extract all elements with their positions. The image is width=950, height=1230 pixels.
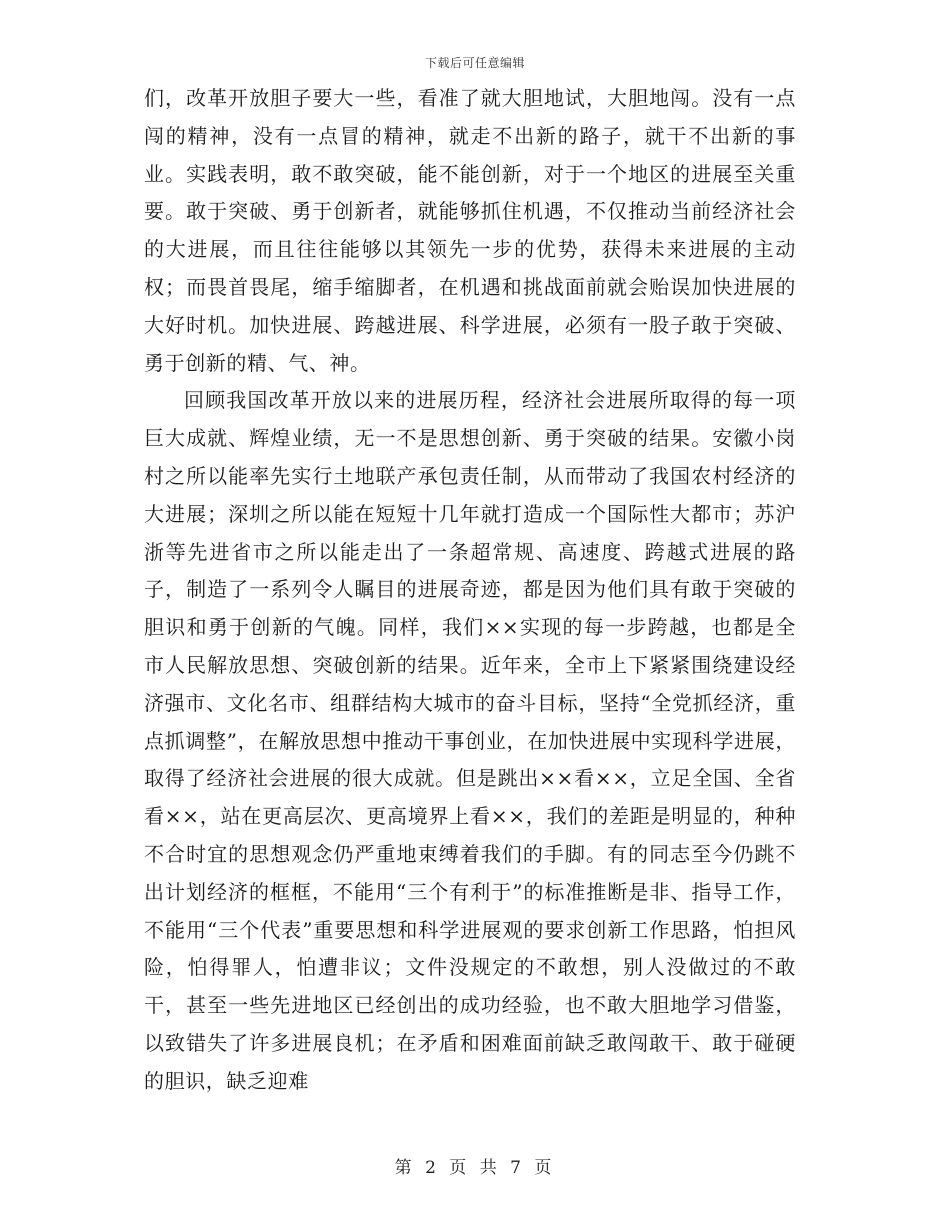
document-body	[144, 80, 796, 1101]
paragraph-continuation: 们，改革开放胆子要大一些，看准了就大胆地试，大胆地闯。没有一点闯的精神，没有一点冒的精神，就走不出新的路子，就干不出新的事业。实践表明，敢不敢突破，能不能创新，对于一个地区的进展至关重要。敢于突破、勇于创新者，就能够抓住机遇，不仅推动当前经济社会的大进展，而且往往能够以其领先一步的优势，获得未来进展的主动权；而畏首畏尾，缩手缩脚者，在机遇和挑战面前就会贻误加快进展的大好时机。加快进展、跨越进展、科学进展，必须有一股子敢于突破、勇于创新的精、气、神。	[144, 86, 796, 375]
paragraph: 回顾我国改革开放以来的进展历程，经济社会进展所取得的每一项巨大成就、辉煌业绩，无一不是思想创新、勇于突破的结果。安徽小岗村之所以能率先实行土地联产承包责任制，从而带动了我国农村经济的大进展；深圳之所以能在短短十几年就打造成一个国际性大都市；苏沪浙等先进省市之所以能走出了一条超常规、高速度、跨越式进展的路子，制造了一系列令人瞩目的进展奇迹，都是因为他们具有敢于突破的胆识和勇于创新的气魄。同样，我们××实现的每一步跨越，也都是全市人民解放思想、突破创新的结果。近年来，全市上下紧紧围绕建设经济强市、文化名市、组群结构大城市的奋斗目标，坚持“全党抓经济，重点抓调整”，在解放思想中推动干事创业，在加快进展中实现科学进展，取得了经济社会进展的很大成就。但是跳出××看××，立足全国、全省看××，站在更高层次、更高境界上看××，我们的差距是明显的，种种不合时宜的思想观念仍严重地束缚着我们的手脚。有的同志至今仍跳不出计划经济的框框，不能用“三个有利于”的标准推断是非、指导工作，不能用“三个代表”重要思想和科学进展观的要求创新工作思路，怕担风险，怕得罪人，怕遭非议；文件没规定的不敢想，别人没做过的不敢干，甚至一些先进地区已经创出的成功经验，也不敢大胆地学习借鉴，以致错失了许多进展良机；在矛盾和困难面前缺乏敢闯敢干、敢于碰硬的胆识，缺乏迎难	[144, 388, 796, 1093]
page-header: 下载后可任意编辑	[424, 56, 525, 70]
page-footer: 第 2 页 共 7 页	[394, 1158, 556, 1178]
